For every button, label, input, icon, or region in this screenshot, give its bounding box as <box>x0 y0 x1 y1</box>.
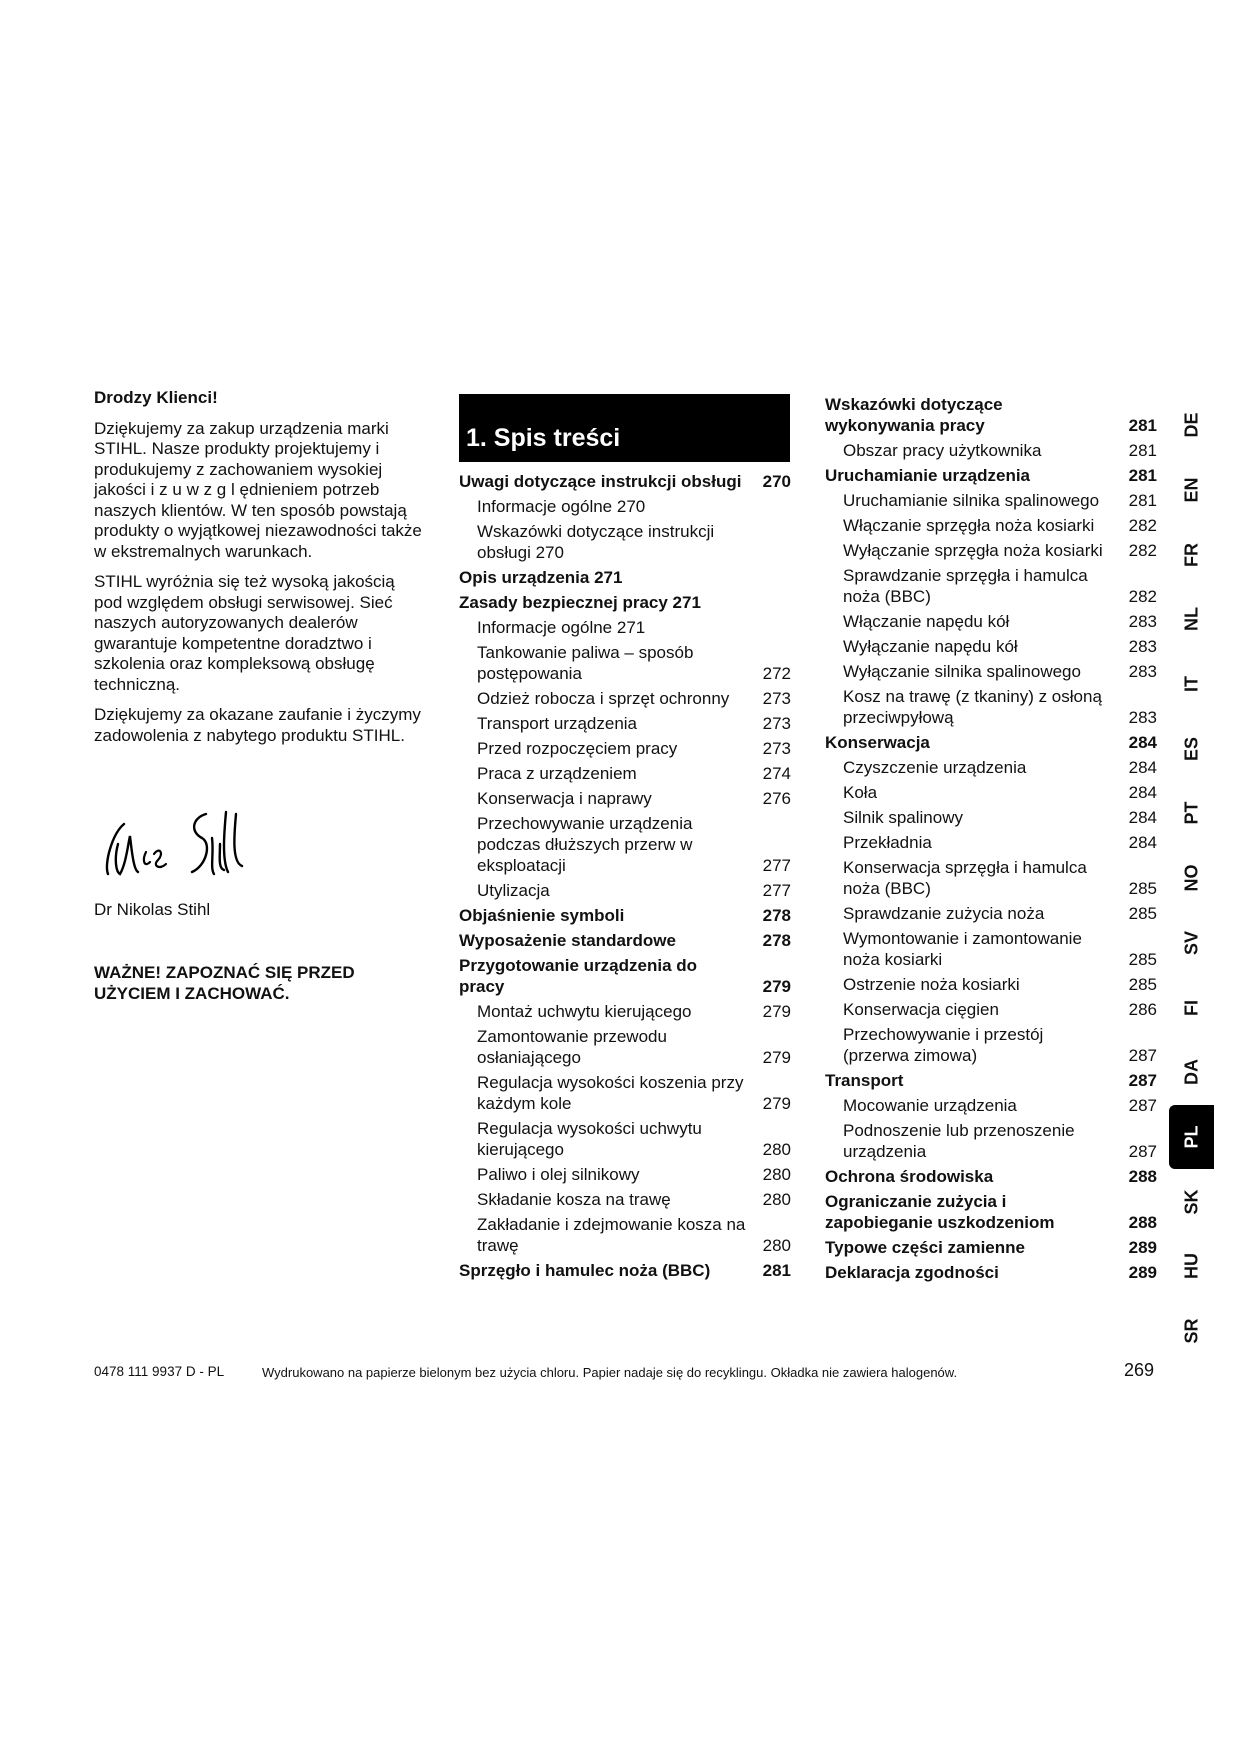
toc-entry <box>825 686 1160 728</box>
language-tab-label: IT <box>1181 676 1201 693</box>
toc-entry-title: Regulacja wysokości uchwytu kierującego <box>477 1119 702 1159</box>
toc-entry-page: 272 <box>762 664 791 683</box>
toc-entry <box>825 974 1160 995</box>
language-tab-label: NO <box>1181 864 1201 892</box>
toc-entry-title: Obszar pracy użytkownika <box>843 441 1042 460</box>
toc-entry <box>825 565 1160 607</box>
language-tabs <box>1169 393 1214 1363</box>
toc-entry-page: 281 <box>1128 466 1157 485</box>
toc-entry-title: Ograniczanie zużycia i zapobieganie uszkodzeniom <box>825 1192 1055 1232</box>
toc-entry-title: Uruchamianie silnika spalinowego <box>843 491 1100 510</box>
toc-entry-title: Transport <box>825 1071 904 1090</box>
toc-entry-page: 282 <box>1128 541 1157 560</box>
toc-entry-title: Deklaracja zgodności <box>825 1263 999 1282</box>
toc-entry-page: 282 <box>1128 587 1157 606</box>
toc-entry-page: 285 <box>1128 879 1157 898</box>
toc-entry-title: Wskazówki dotyczące wykonywania pracy <box>825 395 1003 435</box>
toc-entry <box>459 1026 794 1068</box>
toc-entry-title: Koła <box>843 783 878 802</box>
language-tab-label: SR <box>1181 1318 1201 1344</box>
language-tab-pt <box>1169 781 1214 846</box>
toc-entry-title: Zasady bezpiecznej pracy 271 <box>459 593 701 612</box>
toc-entry <box>459 617 794 638</box>
toc-entry-title: Praca z urządzeniem <box>477 764 637 783</box>
toc-entry-page: 284 <box>1128 758 1157 777</box>
language-tab-nl <box>1169 587 1214 652</box>
toc-entry <box>825 1120 1160 1162</box>
language-tab-hu <box>1169 1234 1214 1299</box>
toc-entry-page: 287 <box>1128 1142 1157 1161</box>
toc-entry-page: 273 <box>762 689 791 708</box>
toc-entry <box>825 832 1160 853</box>
toc-entry <box>825 611 1160 632</box>
toc-entry-page: 270 <box>762 472 791 491</box>
toc-entry-page: 282 <box>1128 516 1157 535</box>
toc-entry-page: 274 <box>762 764 791 783</box>
toc-entry-title: Wyposażenie standardowe <box>459 931 676 950</box>
document-code: 0478 111 9937 D - PL <box>94 1364 225 1379</box>
toc-entry-title: Odzież robocza i sprzęt ochronny <box>477 689 730 708</box>
toc-entry-page: 284 <box>1128 783 1157 802</box>
toc-entry-page: 281 <box>1128 491 1157 510</box>
language-tab-label: SK <box>1181 1189 1201 1215</box>
toc-entry <box>459 788 794 809</box>
toc-entry-title: Konserwacja i naprawy <box>477 789 652 808</box>
language-tab-label: PL <box>1181 1125 1201 1149</box>
letter-paragraph: Dziękujemy za okazane zaufanie i życzymy zadowolenia z nabytego produktu STIHL. <box>94 705 421 745</box>
language-tab-label: FI <box>1181 999 1201 1016</box>
toc-entry-title: Zakładanie i zdejmowanie kosza na trawę <box>477 1215 746 1255</box>
language-tab-label: SV <box>1181 930 1201 955</box>
toc-entry-page: 280 <box>762 1140 791 1159</box>
toc-entry-page: 289 <box>1128 1263 1157 1282</box>
toc-entry-title: Przekładnia <box>843 833 932 852</box>
greeting: Drodzy Klienci! <box>94 388 218 407</box>
toc-entry-title: Podnoszenie lub przenoszenie urządzenia <box>843 1121 1075 1161</box>
toc-entry-title: Informacje ogólne 271 <box>477 618 646 637</box>
toc-entry-title: Opis urządzenia 271 <box>459 568 623 587</box>
toc-entry-title: Sprzęgło i hamulec noża (BBC) <box>459 1261 711 1280</box>
toc-entry-title: Przechowywanie i przestój (przerwa zimowa) <box>843 1025 1044 1065</box>
toc-entry-title: Wyłączanie silnika spalinowego <box>843 662 1081 681</box>
toc-entry <box>459 1072 794 1114</box>
toc-entry-title: Tankowanie paliwa – sposób postępowania <box>477 643 694 683</box>
language-tab-da <box>1169 1040 1214 1105</box>
toc-entry <box>459 1118 794 1160</box>
toc-entry <box>825 440 1160 461</box>
toc-entry <box>459 1214 794 1256</box>
toc-entry-page: 285 <box>1128 975 1157 994</box>
toc-entry-page: 279 <box>762 1002 791 1021</box>
language-tab-label: DA <box>1181 1059 1201 1086</box>
toc-entry-page: 287 <box>1128 1096 1157 1115</box>
toc-entry <box>825 999 1160 1020</box>
page-number: 269 <box>1123 1360 1154 1380</box>
toc-entry <box>825 1024 1160 1066</box>
toc-entry <box>825 1237 1160 1258</box>
signer-name: Dr Nikolas Stihl <box>94 899 211 919</box>
footer <box>94 1360 1154 1384</box>
toc-entry-title: Kosz na trawę (z tkaniny) z osłoną przeciwpyłową <box>843 687 1102 727</box>
toc-entry-page: 285 <box>1128 950 1157 969</box>
toc-entry-title: Przechowywanie urządzenia podczas dłuższych przerw w eksploatacji <box>477 814 693 875</box>
toc-entry-page: 281 <box>1128 441 1157 460</box>
language-tab-label: HU <box>1181 1253 1201 1280</box>
toc-entry-page: 273 <box>762 714 791 733</box>
toc-entry-page: 278 <box>762 906 791 925</box>
language-tab-label: EN <box>1181 477 1201 503</box>
toc-entry <box>825 732 1160 753</box>
language-tab-no <box>1169 846 1214 911</box>
language-tab-fr <box>1169 522 1214 587</box>
toc-entry-page: 276 <box>762 789 791 808</box>
toc-entry <box>825 515 1160 536</box>
toc-entry-title: Mocowanie urządzenia <box>843 1096 1017 1115</box>
letter-paragraph: Dziękujemy za zakup urządzenia marki STIHL. Nasze produkty projektujemy i produkujemy z zachowaniem wysokiej jakości i z u w z g l ędnieniem potrzeb naszych klientów. W ten sposób powstają produkty o wyjątkowej niezawodności także w ekstremalnych warunkach. <box>94 418 422 561</box>
toc-entry <box>459 521 794 563</box>
toc-entry-page: 283 <box>1128 662 1157 681</box>
toc-entry <box>825 540 1160 561</box>
toc-entry-page: 280 <box>762 1190 791 1209</box>
toc-entry-title: Włączanie sprzęgła noża kosiarki <box>843 516 1095 535</box>
toc-entry <box>825 1262 1160 1283</box>
toc-entry-page: 277 <box>762 881 791 900</box>
print-note: Wydrukowano na papierze bielonym bez użycia chloru. Papier nadaje się do recyklingu. Okładka nie zawiera halogenów. <box>262 1365 958 1380</box>
language-tab-it <box>1169 652 1214 717</box>
language-tab-pl <box>1169 1105 1214 1170</box>
toc-entry <box>459 905 794 926</box>
toc-entry <box>459 1164 794 1185</box>
toc-entry <box>825 807 1160 828</box>
toc-entry-page: 283 <box>1128 637 1157 656</box>
toc-entry <box>825 636 1160 657</box>
toc-entry-title: Wymontowanie i zamontowanie noża kosiarki <box>843 929 1082 969</box>
toc-entry-title: Ochrona środowiska <box>825 1167 994 1186</box>
toc-entry <box>825 490 1160 511</box>
toc-entry <box>825 757 1160 778</box>
language-tab-sk <box>1169 1169 1214 1234</box>
toc-entry <box>459 930 794 951</box>
toc-entry <box>459 567 794 588</box>
toc-entry <box>825 903 1160 924</box>
toc-entry <box>459 642 794 684</box>
toc-entry-page: 287 <box>1128 1046 1157 1065</box>
toc-entry-page: 273 <box>762 739 791 758</box>
toc-entry-page: 281 <box>1128 416 1157 435</box>
toc-entry-title: Konserwacja <box>825 733 930 752</box>
toc-entry <box>825 1191 1160 1233</box>
toc-column-2 <box>459 471 794 1285</box>
toc-entry <box>459 471 794 492</box>
toc-entry-page: 287 <box>1128 1071 1157 1090</box>
toc-entry-title: Wyłączanie napędu kół <box>843 637 1018 656</box>
language-tab-de <box>1169 393 1214 458</box>
toc-entry-page: 278 <box>762 931 791 950</box>
toc-title-box <box>459 394 790 462</box>
toc-entry-page: 286 <box>1128 1000 1157 1019</box>
language-tab-es <box>1169 716 1214 781</box>
toc-entry-page: 280 <box>762 1236 791 1255</box>
toc-entry <box>459 763 794 784</box>
important-notice: WAŻNE! ZAPOZNAĆ SIĘ PRZED UŻYCIEM I ZACHOWAĆ. <box>94 963 355 1003</box>
toc-entry <box>825 928 1160 970</box>
toc-entry-title: Wskazówki dotyczące instrukcji obsługi 270 <box>477 522 715 562</box>
toc-entry <box>825 1070 1160 1091</box>
toc-entry-page: 280 <box>762 1165 791 1184</box>
toc-entry <box>825 857 1160 899</box>
toc-entry-title: Sprawdzanie zużycia noża <box>843 904 1045 923</box>
letter-paragraph: STIHL wyróżnia się też wysoką jakością pod względem obsługi serwisowej. Sieć naszych autoryzowanych dealerów gwarantuje kompetentne doradztwo i szkolenia oraz kompleksową obsługę techniczną. <box>94 572 395 694</box>
toc-entry-title: Typowe części zamienne <box>825 1238 1025 1257</box>
toc-entry <box>459 1001 794 1022</box>
toc-entry-title: Konserwacja sprzęgła i hamulca noża (BBC) <box>843 858 1087 898</box>
toc-entry <box>459 592 794 613</box>
toc-entry-title: Włączanie napędu kół <box>843 612 1010 631</box>
toc-entry-title: Czyszczenie urządzenia <box>843 758 1027 777</box>
language-tab-sr <box>1169 1299 1214 1364</box>
toc-entry-title: Uruchamianie urządzenia <box>825 466 1031 485</box>
toc-entry <box>825 782 1160 803</box>
toc-entry-title: Wyłączanie sprzęgła noża kosiarki <box>843 541 1103 560</box>
language-tab-label: FR <box>1181 542 1201 567</box>
toc-entry-page: 284 <box>1128 808 1157 827</box>
toc-entry-page: 285 <box>1128 904 1157 923</box>
language-tab-fi <box>1169 975 1214 1040</box>
language-tab-sv <box>1169 911 1214 976</box>
toc-column-3 <box>825 394 1160 1287</box>
language-tab-label: ES <box>1181 736 1201 761</box>
language-tab-label: DE <box>1181 412 1201 438</box>
toc-entry <box>459 738 794 759</box>
toc-entry-title: Przygotowanie urządzenia do pracy <box>459 956 698 996</box>
toc-entry-page: 279 <box>762 977 791 996</box>
language-tab-en <box>1169 458 1214 523</box>
toc-entry-title: Sprawdzanie sprzęgła i hamulca noża (BBC) <box>843 566 1088 606</box>
toc-entry-page: 279 <box>762 1094 791 1113</box>
toc-entry <box>459 880 794 901</box>
toc-entry <box>459 813 794 876</box>
toc-entry-title: Regulacja wysokości koszenia przy każdym kole <box>477 1073 744 1113</box>
toc-entry-page: 288 <box>1128 1213 1157 1232</box>
toc-entry <box>825 1166 1160 1187</box>
toc-entry <box>459 688 794 709</box>
toc-entry-title: Utylizacja <box>477 881 550 900</box>
toc-entry-page: 283 <box>1128 612 1157 631</box>
toc-entry-title: Ostrzenie noża kosiarki <box>843 975 1020 994</box>
toc-entry <box>825 1095 1160 1116</box>
toc-entry-title: Paliwo i olej silnikowy <box>477 1165 640 1184</box>
toc-entry-title: Uwagi dotyczące instrukcji obsługi <box>459 472 742 491</box>
toc-entry-page: 281 <box>762 1261 791 1280</box>
toc-entry <box>825 394 1160 436</box>
toc-entry <box>459 1189 794 1210</box>
toc-entry-title: Zamontowanie przewodu osłaniającego <box>477 1027 667 1067</box>
toc-entry-page: 284 <box>1128 833 1157 852</box>
toc-entry <box>459 955 794 997</box>
toc-entry-title: Informacje ogólne 270 <box>477 497 646 516</box>
toc-entry-title: Montaż uchwytu kierującego <box>477 1002 692 1021</box>
language-tab-label: PT <box>1181 801 1201 825</box>
toc-entry <box>459 713 794 734</box>
toc-entry-title: Objaśnienie symboli <box>459 906 625 925</box>
toc-entry-page: 277 <box>762 856 791 875</box>
toc-entry <box>459 496 794 517</box>
toc-title: 1. Spis treści <box>466 424 621 452</box>
language-tab-label: NL <box>1181 607 1201 632</box>
signature-image <box>94 804 264 884</box>
toc-entry-page: 279 <box>762 1048 791 1067</box>
toc-entry-page: 289 <box>1128 1238 1157 1257</box>
toc-entry-title: Silnik spalinowy <box>843 808 963 827</box>
toc-entry-title: Składanie kosza na trawę <box>477 1190 671 1209</box>
toc-entry-title: Transport urządzenia <box>477 714 638 733</box>
toc-entry-title: Konserwacja cięgien <box>843 1000 999 1019</box>
toc-entry <box>459 1260 794 1281</box>
toc-entry <box>825 661 1160 682</box>
toc-entry-page: 283 <box>1128 708 1157 727</box>
toc-entry-page: 288 <box>1128 1167 1157 1186</box>
toc-entry <box>825 465 1160 486</box>
toc-entry-title: Przed rozpoczęciem pracy <box>477 739 678 758</box>
toc-entry-page: 284 <box>1128 733 1157 752</box>
letter <box>94 388 424 1004</box>
